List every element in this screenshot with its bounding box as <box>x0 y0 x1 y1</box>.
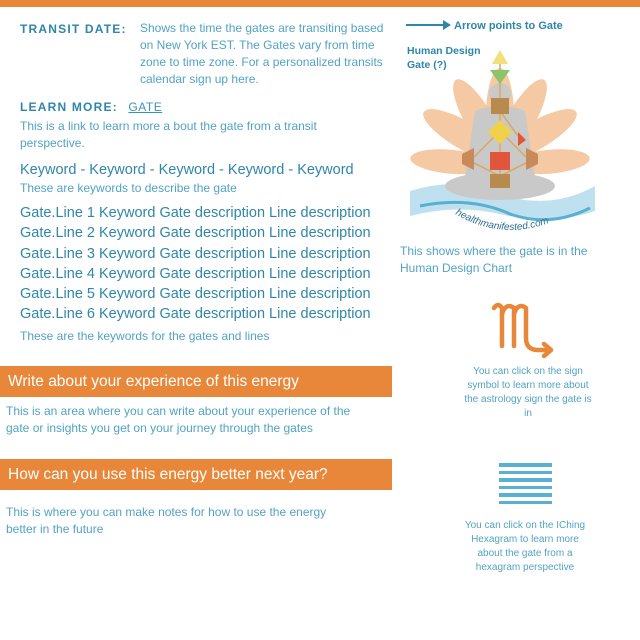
hexagram-line <box>499 501 552 505</box>
gate-line-6: Gate.Line 6 Keyword Gate description Line description <box>20 306 371 323</box>
scorpio-sign-icon[interactable] <box>488 294 558 362</box>
hexagram-line <box>499 486 552 490</box>
iching-caption: You can click on the IChing Hexagram to learn more about the gate from a hexagram perspective <box>464 520 586 573</box>
transit-date-label: TRANSIT DATE: <box>20 22 127 36</box>
arrow-legend <box>405 14 635 38</box>
human-design-gate-label[interactable]: Human Design Gate (?) <box>407 45 481 71</box>
gate-lines-description: These are the keywords for the gates and lines <box>20 328 270 343</box>
hexagram-line <box>499 493 552 497</box>
arrow-legend-text: Arrow points to Gate <box>454 20 563 32</box>
keywords-description: These are keywords to describe the gate <box>20 181 237 195</box>
iching-hexagram-icon[interactable] <box>499 463 552 508</box>
astrology-caption: You can click on the sign symbol to learn more about the astrology sign the gate is in <box>464 366 592 419</box>
chart-watermark-text: healthmanifested.com <box>453 207 551 234</box>
learn-more-label: LEARN MORE: <box>20 100 118 114</box>
learn-more-description: This is a link to learn more a bout the gate from a transit perspective. <box>20 119 317 150</box>
gate-line-3: Gate.Line 3 Keyword Gate description Line description <box>20 245 371 262</box>
chart-caption: This shows where the gate is in the Human Design Chart <box>400 244 588 275</box>
learn-more-row <box>20 100 392 114</box>
gate-lines-list <box>20 203 392 325</box>
transit-date-text: Shows the time the gates are transiting based on New York EST. The Gates vary from time zone to time zone. For a personalized transits calendar sign up here. <box>140 21 384 86</box>
gate-link[interactable]: GATE <box>128 100 163 114</box>
gate-info-column <box>20 20 392 343</box>
top-accent-bar <box>0 0 640 7</box>
arrow-right-icon <box>405 17 453 33</box>
hexagram-line <box>499 471 552 475</box>
experience-heading: Write about your experience of this energy <box>0 366 392 397</box>
gate-line-4: Gate.Line 4 Keyword Gate description Line description <box>20 265 371 282</box>
gate-line-1: Gate.Line 1 Keyword Gate description Line description <box>20 205 371 221</box>
gate-line-5: Gate.Line 5 Keyword Gate description Line description <box>20 286 371 303</box>
gate-line-2: Gate.Line 2 Keyword Gate description Line description <box>20 225 371 242</box>
hexagram-line <box>499 478 552 482</box>
next-year-heading: How can you use this energy better next year? <box>0 459 392 490</box>
hexagram-line <box>499 463 552 467</box>
keywords-line: Keyword - Keyword - Keyword - Keyword - Keyword <box>20 162 354 178</box>
experience-notes[interactable]: This is an area where you can write about your experience of the gate or insights you get on your journey through the gates <box>6 404 351 435</box>
transit-date-row <box>20 20 392 92</box>
next-year-notes[interactable]: This is where you can make notes for how to use the energy better in the future <box>6 505 327 536</box>
